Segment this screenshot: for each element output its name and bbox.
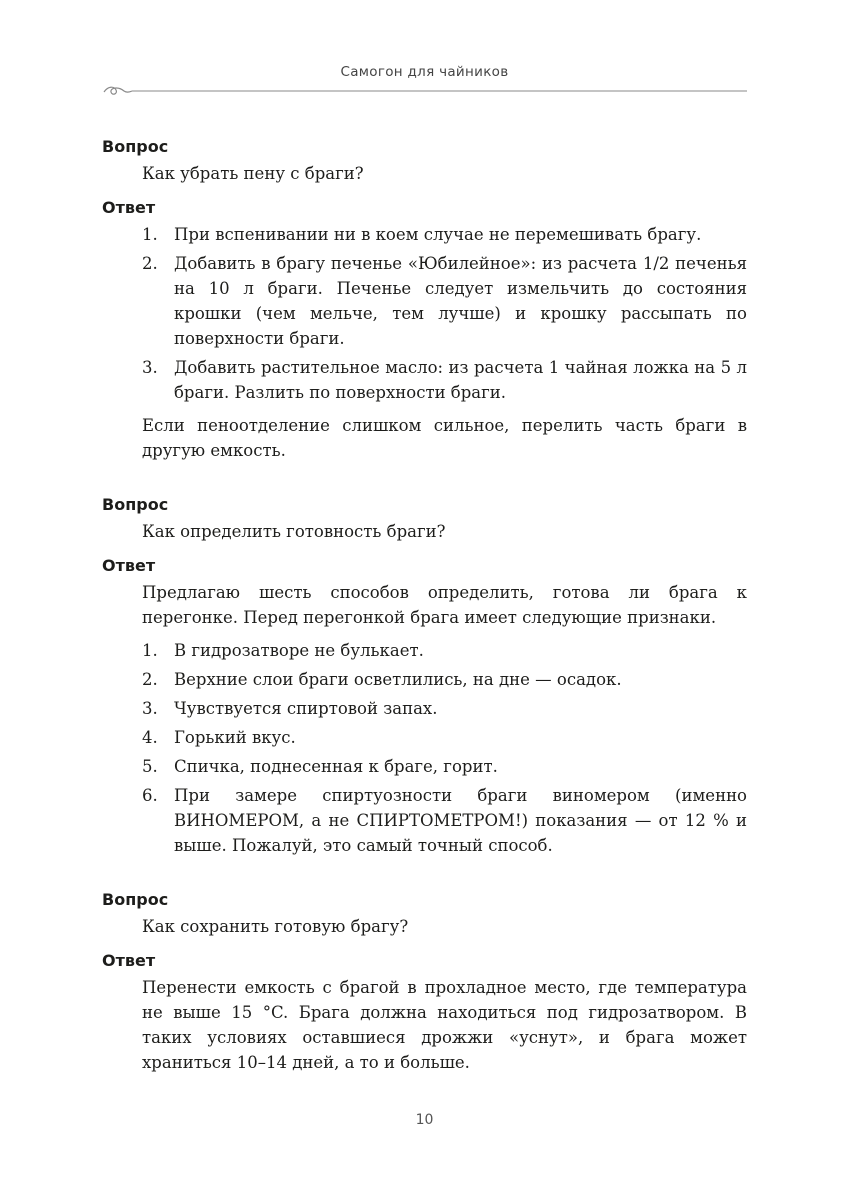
list-item-number: 1.	[142, 225, 158, 244]
answer-note: Если пеноотделение слишком сильное, перелить часть браги в другую емкость.	[142, 416, 747, 460]
running-header	[102, 60, 747, 100]
list-item	[142, 222, 747, 247]
question-label: Вопрос	[102, 137, 169, 156]
question-text: Как убрать пену с браги?	[142, 164, 364, 183]
list-item-number: 2.	[142, 670, 158, 689]
question-text: Как сохранить готовую брагу?	[142, 917, 409, 936]
answer-intro: Предлагаю шесть способов определить, готова ли брага к перегонке. Перед перегонкой брага имеет следующие признаки.	[142, 583, 747, 627]
answer-list	[142, 638, 747, 858]
list-item	[142, 696, 747, 721]
list-item	[142, 355, 747, 405]
list-item-text: Горький вкус.	[174, 728, 296, 747]
list-item-text: При вспенивании ни в коем случае не перемешивать брагу.	[174, 225, 702, 244]
list-item-text: Спичка, поднесенная к браге, горит.	[174, 757, 498, 776]
answer-list	[142, 222, 747, 405]
answer-label: Ответ	[102, 198, 156, 217]
question-label: Вопрос	[102, 495, 169, 514]
list-item	[142, 638, 747, 663]
list-item-text: Добавить растительное масло: из расчета 1 чайная ложка на 5 л браги. Разлить по поверхности браги.	[174, 358, 747, 402]
list-item-number: 3.	[142, 358, 158, 377]
answer-label: Ответ	[102, 951, 156, 970]
answer-label: Ответ	[102, 556, 156, 575]
list-item	[142, 754, 747, 779]
list-item-number: 1.	[142, 641, 158, 660]
list-item	[142, 783, 747, 858]
answer-intro: Перенести емкость с брагой в прохладное место, где температура не выше 15 °C. Брага должна находиться под гидрозатвором. В таких условиях оставшиеся дрожжи «уснут», и брага может храниться 10–14 дней, а то и больше.	[142, 978, 747, 1072]
question-text: Как определить готовность браги?	[142, 522, 446, 541]
list-item-number: 6.	[142, 786, 158, 805]
header-title: Самогон для чайников	[340, 64, 509, 80]
list-item-number: 4.	[142, 728, 158, 747]
list-item-text: При замере спиртуозности браги виномером (именно ВИНОМЕРОМ, а не СПИРТОМЕТРОМ!) показания — от 12 % и выше. Пожалуй, это самый точный способ.	[174, 786, 747, 855]
page-content	[102, 135, 747, 1105]
qa-block	[102, 888, 747, 1075]
list-item-text: Чувствуется спиртовой запах.	[174, 699, 438, 718]
qa-block	[102, 493, 747, 858]
list-item-number: 2.	[142, 254, 158, 273]
list-item	[142, 725, 747, 750]
list-item-text: Верхние слои браги осветлились, на дне — осадок.	[174, 670, 622, 689]
qa-block	[102, 135, 747, 463]
list-item	[142, 667, 747, 692]
list-item	[142, 251, 747, 351]
list-item-text: Добавить в брагу печенье «Юбилейное»: из расчета 1/2 печенья на 10 л браги. Печенье следует измельчить до состояния крошки (чем мельче, тем лучше) и крошку рассыпать по поверхности браги.	[174, 254, 747, 348]
question-label: Вопрос	[102, 890, 169, 909]
page-number: 10	[415, 1112, 434, 1128]
list-item-text: В гидрозатворе не булькает.	[174, 641, 424, 660]
list-item-number: 3.	[142, 699, 158, 718]
header-ornament-rule	[102, 82, 747, 98]
list-item-number: 5.	[142, 757, 158, 776]
